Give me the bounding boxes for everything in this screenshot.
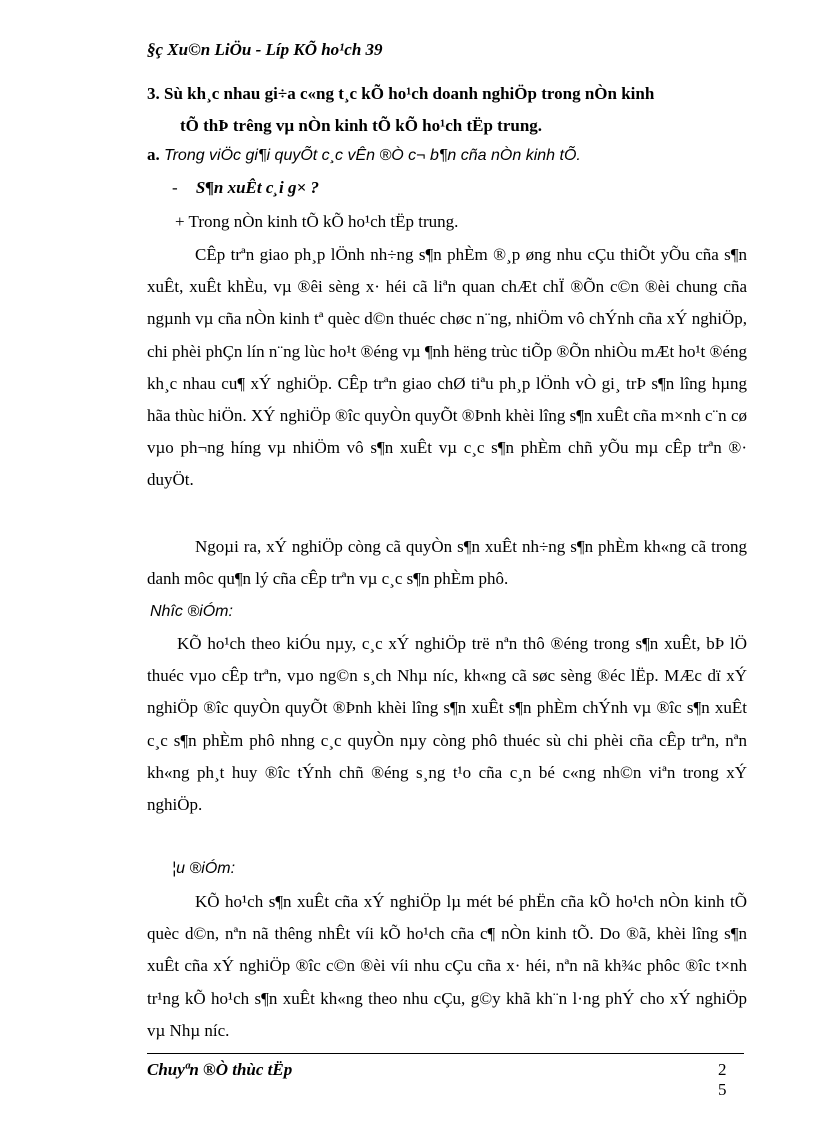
page-number <box>718 1060 738 1100</box>
footer-text: Chuyªn ®Ò thùc tËp <box>147 1060 293 1079</box>
paragraph-2: Ngoµi ra, xÝ nghiÖp còng cã quyÒn s¶n xuÊt nh÷ng s¶n phÈm kh«ng cã trong danh môc qu¶n lý cña cÊp trªn vµ c¸c s¶n phÈm phô. <box>147 537 747 589</box>
dash-item-text: S¶n xuÊt c¸i g× ? <box>195 178 319 197</box>
paragraph-3: KÕ ho¹ch theo kiÓu nµy, c¸c xÝ nghiÖp trë nªn thô ®éng trong s¶n xuÊt, bÞ lÖ thuéc vµo cÊp trªn, vµo ng©n s¸ch Nhµ níc, kh«ng cã søc sèng ®éc lËp. MÆc dï xÝ nghiÖp ®îc quyÒn quyÕt ®Þnh khèi lîng s¶n xuÊt s¶n phÈm chÝnh vµ ®îc s¶n xuÊt c¸c s¶n phÈm phô nhng c¸c quyÒn nµy còng phô thuéc sù chi phèi cña cÊp trªn, nªn kh«ng ph¸t huy ®îc tÝnh chñ ®éng s¸ng t¹o cña c¸n bé c«ng nh©n viªn trong xÝ nghiÖp. <box>147 634 747 815</box>
uu-diem-label: ¦u ®iÓm: <box>172 860 236 877</box>
paragraph-1: CÊp trªn giao ph¸p lÖnh nh÷ng s¶n phÈm ®¸p øng nhu cÇu thiÕt yÕu cña s¶n xuÊt, xuÊt khÈu, vµ ®êi sèng x· héi cã liªn quan chÆt chÏ ®Õn c©n ®èi chung cña ngµnh vµ cña nÒn kinh tª quèc d©n thuéc chøc n¨ng, nhiÖm vô chÝnh cña xÝ nghiÖp, chi phèi phÇn lín n¨ng lùc ho¹t ®éng vµ ¶nh hëng trùc tiÕp ®Õn nhiÒu mÆt ho¹t ®éng kh¸c nhau cu¶ xÝ nghiÖp. CÊp trªn giao chØ tiªu ph¸p lÖnh vÒ gi¸ trÞ s¶n lîng hµng hãa thùc hiÖn. XÝ nghiÖp ®îc quyÒn quyÕt ®Þnh khèi lîng s¶n xuÊt cña m×nh c¨n cø vµo ph¬ng híng vµ nhiÖm vô s¶n xuÊt vµ c¸c s¶n phÈm chñ yÕu mµ cÊp trªn ®· duyÖt. <box>147 245 747 490</box>
dash-item <box>172 178 319 198</box>
footer-divider <box>147 1053 744 1054</box>
plus-item: + Trong nÒn kinh tÕ kÕ ho¹ch tËp trung. <box>175 212 459 231</box>
section-title <box>147 78 747 142</box>
subsection-a-text: Trong viÖc gi¶i quyÕt c¸c vÊn ®Ò c¬ b¶n cña nÒn kinh tÕ. <box>164 147 581 164</box>
section-title-line2: tÕ thÞ trêng vµ nÒn kinh tÕ kÕ ho¹ch tËp trung. <box>180 116 543 135</box>
page-number-line2: 5 <box>718 1080 727 1099</box>
nhuoc-diem-label: Nhîc ®iÓm: <box>150 603 233 620</box>
paragraph-4: KÕ ho¹ch s¶n xuÊt cña xÝ nghiÖp lµ mét bé phËn cña kÕ ho¹ch nÒn kinh tÕ quèc d©n, nªn nã thêng nhÊt víi kÕ ho¹ch cña c¶ nÒn kinh tÕ. Do ®ã, khèi lîng s¶n xuÊt cña xÝ nghiÖp ®îc c©n ®èi víi nhu cÇu cña x· héi, nªn nã kh¾c phôc ®îc t×nh tr¹ng kÕ ho¹ch s¶n xuÊt kh«ng theo nhu cÇu, g©y khã kh¨n l·ng phÝ cho xÝ nghiÖp vµ Nhµ níc. <box>147 892 747 1040</box>
subsection-a <box>147 145 581 165</box>
section-title-line1: 3. Sù kh¸c nhau gi÷a c«ng t¸c kÕ ho¹ch doanh nghiÖp trong nÒn kinh <box>147 84 655 103</box>
subsection-a-label: a. <box>147 145 160 164</box>
dash-bullet: - <box>172 178 178 197</box>
page-header: §ç Xu©n LiÖu - Líp KÕ ho¹ch 39 <box>147 40 383 59</box>
page-number-line1: 2 <box>718 1060 727 1079</box>
